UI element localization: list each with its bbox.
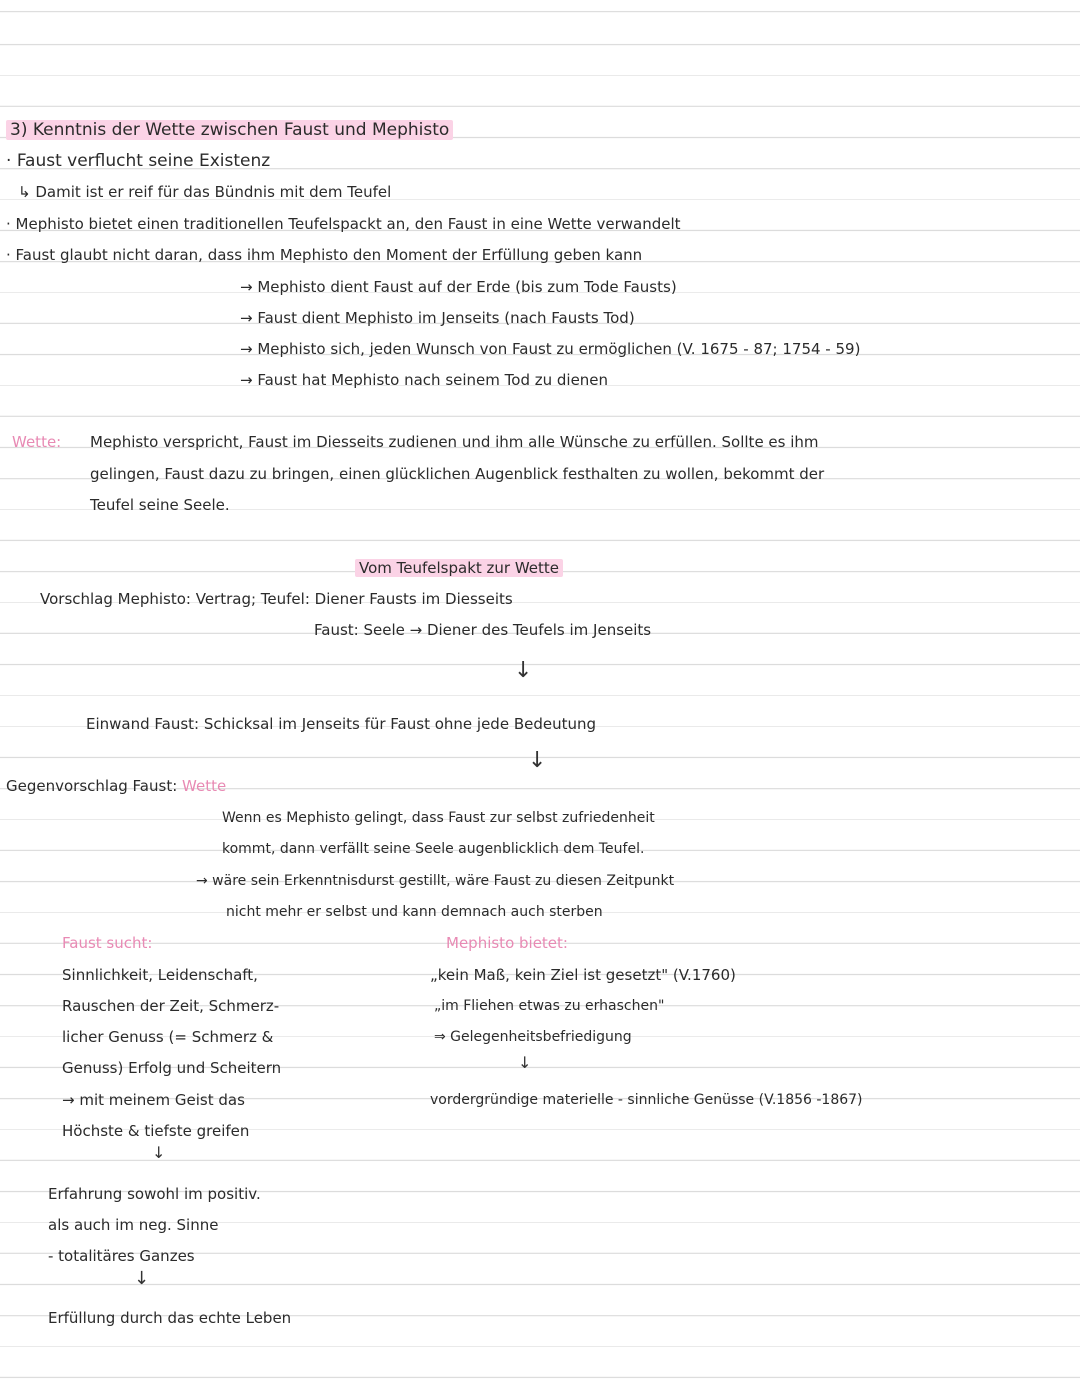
bullet-faust-verflucht: · Faust verflucht seine Existenz xyxy=(6,151,271,171)
down-arrow-icon: ↓ xyxy=(152,1143,166,1162)
faust-sucht-line: licher Genuss (= Schmerz & xyxy=(62,1028,274,1046)
pakt-title-text: Vom Teufelspakt zur Wette xyxy=(355,559,563,577)
section-heading xyxy=(6,119,453,141)
erfuellung-line: Erfüllung durch das echte Leben xyxy=(48,1309,292,1327)
faust-sucht-line: Höchste & tiefste greifen xyxy=(62,1122,250,1140)
pakt-title xyxy=(355,557,563,579)
gegen-line: → wäre sein Erkenntnisdurst gestillt, wäre Faust zu diesen Zeitpunkt xyxy=(196,873,675,889)
arrow-item: → Mephisto sich, jeden Wunsch von Faust zu ermöglichen (V. 1675 - 87; 1754 - 59) xyxy=(240,340,861,358)
mephisto-bietet-line: ⇒ Gelegenheitsbefriedigung xyxy=(434,1029,632,1045)
erfahrung-line: als auch im neg. Sinne xyxy=(48,1216,219,1234)
arrow-item: → Faust hat Mephisto nach seinem Tod zu dienen xyxy=(240,371,609,389)
down-arrow-icon: ↓ xyxy=(514,658,533,683)
bullet-text: Faust verflucht seine Existenz xyxy=(16,151,271,171)
erfahrung-line: Erfahrung sowohl im positiv. xyxy=(48,1185,261,1203)
faust-sucht-line: Rauschen der Zeit, Schmerz- xyxy=(62,997,280,1015)
gegenvorschlag-line xyxy=(6,775,226,797)
section-heading-text: 3) Kenntnis der Wette zwischen Faust und Mephisto xyxy=(6,120,453,140)
bullet-text: Mephisto bietet einen traditionellen Teufelspackt an, den Faust in eine Wette verwandelt xyxy=(15,215,681,233)
einwand-line: Einwand Faust: Schicksal im Jenseits für Faust ohne jede Bedeutung xyxy=(86,715,597,733)
gegen-wette: Wette xyxy=(182,777,227,795)
wette-line: Mephisto verspricht, Faust im Diesseits zudienen und ihm alle Wünsche zu erfüllen. Sollte es ihm xyxy=(90,433,819,451)
arrow-item: → Faust dient Mephisto im Jenseits (nach Fausts Tod) xyxy=(240,309,635,327)
faust-sucht-line: Sinnlichkeit, Leidenschaft, xyxy=(62,966,258,984)
faust-sucht-line: Genuss) Erfolg und Scheitern xyxy=(62,1059,282,1077)
vorschlag-line: Vorschlag Mephisto: Vertrag; Teufel: Diener Fausts im Diesseits xyxy=(40,590,513,608)
down-arrow-icon: ↓ xyxy=(528,748,547,773)
faust-seele-line: Faust: Seele → Diener des Teufels im Jenseits xyxy=(314,621,652,639)
arrow-item: → Mephisto dient Faust auf der Erde (bis zum Tode Fausts) xyxy=(240,278,677,296)
down-arrow-icon: ↓ xyxy=(134,1268,150,1289)
mephisto-bietet-line: „kein Maß, kein Ziel ist gesetzt" (V.1760) xyxy=(430,966,736,984)
wette-line: Teufel seine Seele. xyxy=(90,496,230,514)
gegen-line: nicht mehr er selbst und kann demnach auch sterben xyxy=(226,904,603,920)
bullet-text: Faust glaubt nicht daran, dass ihm Mephisto den Moment der Erfüllung geben kann xyxy=(15,246,643,264)
genuesse-line: vordergründige materielle - sinnliche Genüsse (V.1856 -1867) xyxy=(430,1092,863,1108)
mephisto-bietet-line: „im Fliehen etwas zu erhaschen" xyxy=(434,998,665,1014)
wette-label: Wette: xyxy=(12,433,62,451)
mephisto-bietet-title: Mephisto bietet: xyxy=(446,934,568,952)
gegen-line: kommt, dann verfällt seine Seele augenblicklich dem Teufel. xyxy=(222,841,645,857)
faust-sucht-title: Faust sucht: xyxy=(62,934,153,952)
gegen-label: Gegenvorschlag Faust: xyxy=(6,777,178,795)
bullet-teufelspakt: · Mephisto bietet einen traditionellen Teufelspackt an, den Faust in eine Wette verwandelt xyxy=(6,215,681,233)
faust-sucht-line: → mit meinem Geist das xyxy=(62,1091,245,1109)
bullet-faust-glaubt: · Faust glaubt nicht daran, dass ihm Mephisto den Moment der Erfüllung geben kann xyxy=(6,246,643,264)
down-arrow-icon: ↓ xyxy=(518,1053,532,1072)
gegen-line: Wenn es Mephisto gelingt, dass Faust zur selbst zufriedenheit xyxy=(222,810,655,826)
erfahrung-line: - totalitäres Ganzes xyxy=(48,1247,195,1265)
wette-line: gelingen, Faust dazu zu bringen, einen glücklichen Augenblick festhalten zu wollen, bekommt der xyxy=(90,465,825,483)
sub-bullet-buendnis: ↳ Damit ist er reif für das Bündnis mit dem Teufel xyxy=(18,183,392,201)
